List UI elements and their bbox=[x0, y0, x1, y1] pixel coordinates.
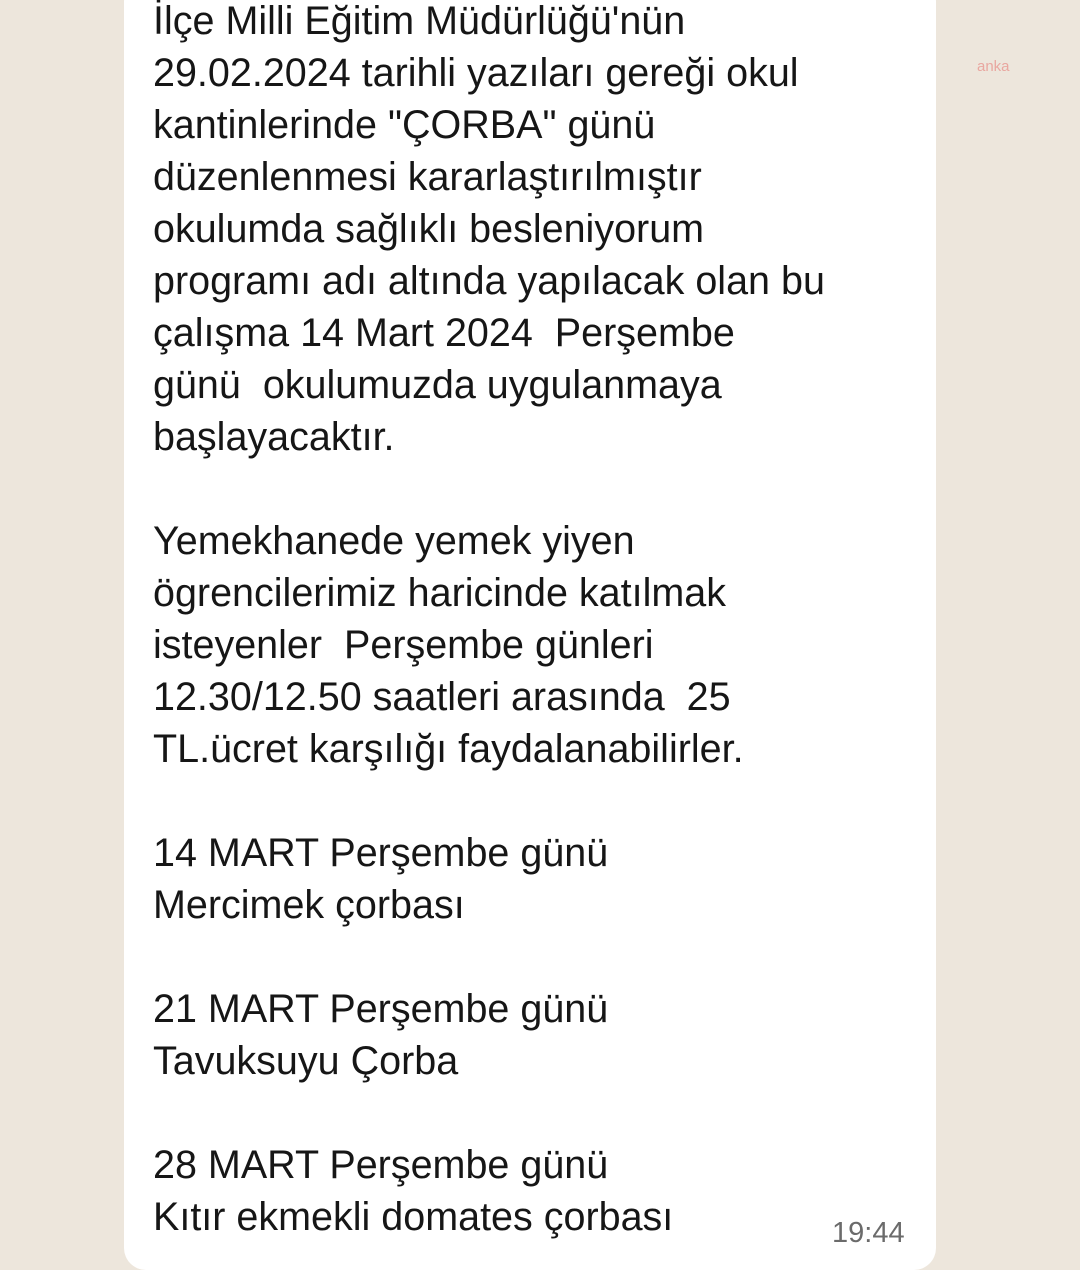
blank-line bbox=[153, 931, 825, 983]
message-line: 21 MART Perşembe günü bbox=[153, 987, 609, 1031]
message-line: başlayacaktır. bbox=[153, 415, 395, 459]
message-line: düzenlenmesi kararlaştırılmıştır bbox=[153, 155, 702, 199]
message-line: 28 MART Perşembe günü bbox=[153, 1143, 609, 1187]
message-line: ögrencilerimiz haricinde katılmak bbox=[153, 571, 726, 615]
message-line: Tavuksuyu Çorba bbox=[153, 1039, 459, 1083]
message-line: programı adı altında yapılacak olan bu bbox=[153, 259, 825, 303]
message-line: 29.02.2024 tarihli yazıları gereği okul bbox=[153, 51, 799, 95]
message-line: çalışma 14 Mart 2024 Perşembe bbox=[153, 311, 735, 355]
message-timestamp: 19:44 bbox=[832, 1217, 905, 1249]
message-line: Yemekhanede yemek yiyen bbox=[153, 519, 635, 563]
message-line: okulumda sağlıklı besleniyorum bbox=[153, 207, 705, 251]
blank-line bbox=[153, 463, 825, 515]
watermark-logo: anka bbox=[977, 58, 1010, 75]
message-line: İlçe Milli Eğitim Müdürlüğü'nün bbox=[153, 0, 686, 43]
message-line: isteyenler Perşembe günleri bbox=[153, 623, 654, 667]
message-line: Kıtır ekmekli domates çorbası bbox=[153, 1195, 674, 1239]
message-text bbox=[153, 0, 825, 1243]
message-line: kantinlerinde "ÇORBA" günü bbox=[153, 103, 656, 147]
blank-line bbox=[153, 775, 825, 827]
message-line: 14 MART Perşembe günü bbox=[153, 831, 609, 875]
blank-line bbox=[153, 1087, 825, 1139]
message-line: 12.30/12.50 saatleri arasında 25 bbox=[153, 675, 731, 719]
message-line: günü okulumuzda uygulanmaya bbox=[153, 363, 722, 407]
message-line: Mercimek çorbası bbox=[153, 883, 465, 927]
message-line: TL.ücret karşılığı faydalanabilirler. bbox=[153, 727, 744, 771]
